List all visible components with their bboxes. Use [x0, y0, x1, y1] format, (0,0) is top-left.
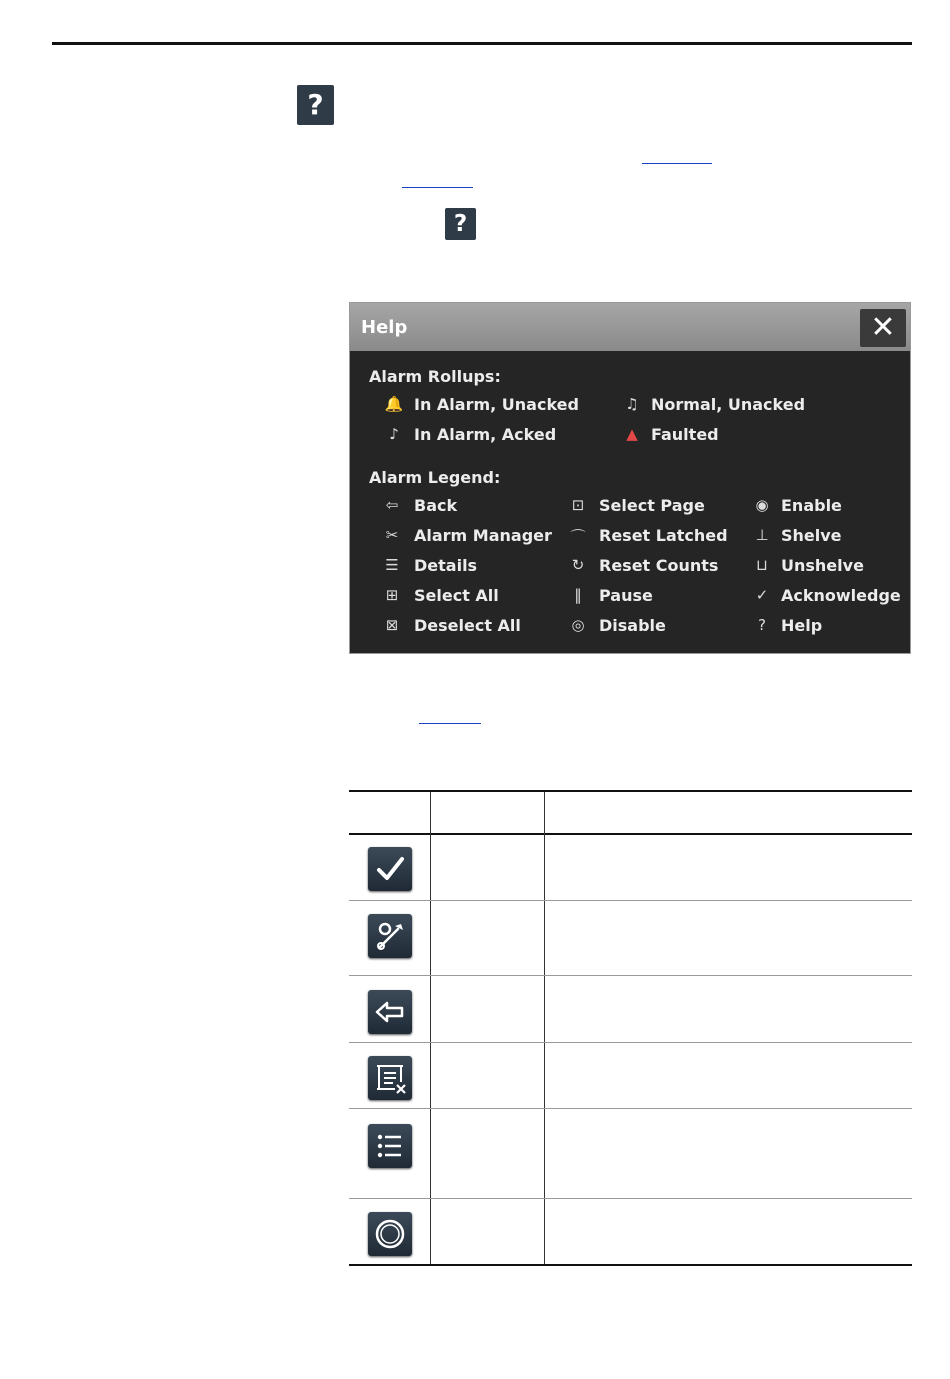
table-bottom-rule: [349, 1264, 912, 1266]
legend-label: Select All: [414, 586, 499, 605]
table-row-divider: [349, 1198, 912, 1199]
help-dialog: [349, 302, 911, 654]
help-button-icon-inline: ?: [445, 208, 476, 240]
help-button-icon: ?: [297, 85, 334, 125]
pause-icon: ‖: [574, 586, 582, 604]
legend-label: Select Page: [599, 496, 705, 515]
rollups-heading: Alarm Rollups:: [369, 367, 501, 386]
alarm-manager-icon: [368, 914, 412, 958]
cross-reference-link[interactable]: [419, 723, 481, 724]
legend-label: Help: [781, 616, 823, 635]
rollup-label: Faulted: [651, 425, 719, 444]
cross-reference-link[interactable]: [402, 187, 473, 188]
select-all-icon: ⊞: [385, 586, 399, 604]
legend-label: Alarm Manager: [414, 526, 552, 545]
reset-counts-icon: ↻: [571, 556, 585, 574]
alarm-manager-icon: ✂: [385, 526, 399, 544]
legend-label: Pause: [599, 586, 653, 605]
bell-faulted-icon: ▲: [626, 425, 638, 443]
disable-icon: ◎: [571, 616, 585, 634]
table-top-rule: [349, 790, 912, 792]
bell-outline-icon: ♫: [625, 395, 639, 413]
reset-latched-icon: ⌒: [570, 528, 586, 546]
select-page-icon: ⊡: [571, 496, 585, 514]
deselect-all-icon: ⊠: [385, 616, 399, 634]
table-row-divider: [349, 900, 912, 901]
table-row-divider: [349, 1108, 912, 1109]
legend-label: Disable: [599, 616, 666, 635]
cross-reference-link[interactable]: [642, 163, 712, 164]
enable-icon: ◉: [755, 496, 769, 514]
legend-label: Acknowledge: [781, 586, 901, 605]
rollup-label: Normal, Unacked: [651, 395, 806, 414]
deselect-all-icon: [368, 1056, 412, 1100]
legend-label: Unshelve: [781, 556, 864, 575]
legend-label: Reset Latched: [599, 526, 728, 545]
rollup-label: In Alarm, Unacked: [414, 395, 579, 414]
dialog-title: Help: [361, 317, 408, 338]
details-list-icon: ☰: [385, 556, 399, 574]
table-column-divider: [544, 792, 545, 1265]
disable-icon: [368, 1212, 412, 1256]
table-row-divider: [349, 975, 912, 976]
shelve-icon: ⊥: [755, 526, 769, 544]
dialog-title-bar: [350, 303, 910, 351]
header-rule: [52, 42, 912, 45]
acknowledge-icon: ✓: [755, 586, 769, 604]
rollup-label: In Alarm, Acked: [414, 425, 557, 444]
legend-label: Shelve: [781, 526, 842, 545]
legend-heading: Alarm Legend:: [369, 468, 501, 487]
legend-label: Details: [414, 556, 478, 575]
legend-label: Back: [414, 496, 458, 515]
unshelve-icon: ⊔: [756, 556, 768, 574]
acknowledge-icon: [368, 847, 412, 891]
legend-label: Enable: [781, 496, 842, 515]
back-arrow-icon: [368, 990, 412, 1034]
legend-label: Reset Counts: [599, 556, 719, 575]
back-arrow-icon: ⇦: [385, 496, 399, 514]
help-icon: ?: [758, 616, 766, 634]
table-header-rule: [349, 833, 912, 835]
close-button[interactable]: ✕: [860, 309, 906, 347]
table-column-divider: [430, 792, 431, 1265]
legend-label: Deselect All: [414, 616, 521, 635]
bell-ringing-icon: 🔔: [384, 395, 404, 413]
table-row-divider: [349, 1042, 912, 1043]
bell-acked-icon: ♪: [389, 425, 399, 443]
details-list-icon: [368, 1124, 412, 1168]
